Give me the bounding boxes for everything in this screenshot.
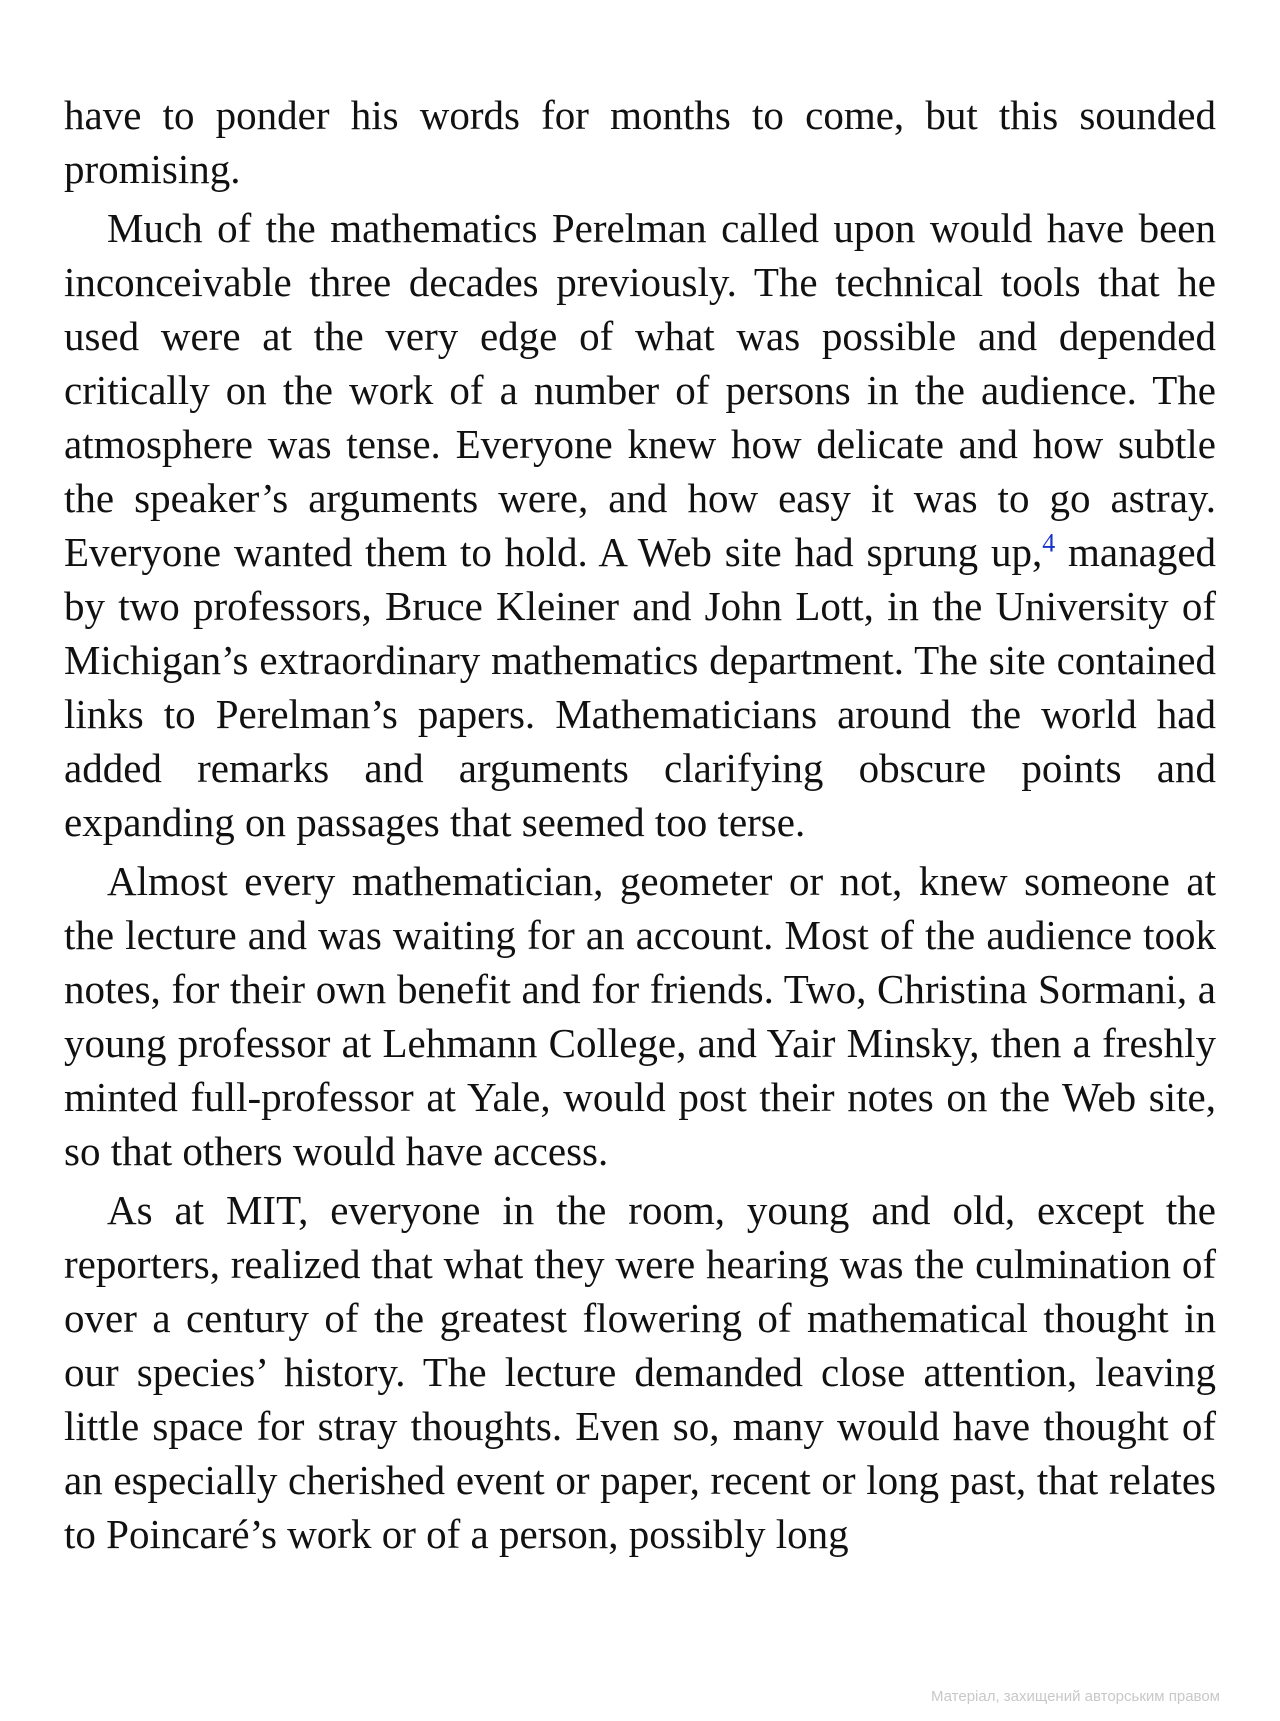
paragraph-1: have to ponder his words for months to come, but this sounded promising. [64,92,1216,192]
paragraph-4: As at MIT, everyone in the room, young and old, except the reporters, realized that what they were hearing was the culmination of over a century of the greatest flowering of mathematical thought in our species’ history. The lecture demanded close attention, leaving little space for stray thoughts. Even so, many would have thought of an especially cherished event or paper, recent or long past, that relates to Poincaré’s work or of a person, possibly long [64,1187,1216,1557]
book-page-body [64,88,1216,1566]
copyright-watermark: Матеріал, захищений авторським правом [930,1688,1220,1705]
paragraph-2-text-before: Much of the mathematics Perelman called upon would have been inconceivable three decades previously. The technical tools that he used were at the very edge of what was possible and depended critically on the work of a number of persons in the audience. The atmosphere was tense. Everyone knew how delicate and how subtle the speaker’s arguments were, and how easy it was to go astray. Everyone wanted them to hold. A Web site had sprung up, [64,205,1216,575]
paragraph-3: Almost every mathematician, geometer or not, knew someone at the lecture and was waiting for an account. Most of the audience took notes, for their own benefit and for friends. Two, Christina Sormani, a young professor at Lehmann College, and Yair Minsky, then a freshly minted full-professor at Yale, would post their notes on the Web site, so that others would have access. [64,858,1216,1174]
paragraph-2-text-after: managed by two professors, Bruce Kleiner and John Lott, in the University of Michigan’s extraordinary mathematics department. The site contained links to Perelman’s papers. Mathematicians around the world had added remarks and arguments clarifying obscure points and expanding on passages that seemed too terse. [64,529,1217,845]
paragraph-2 [64,201,1216,849]
footnote-link-4[interactable]: 4 [1042,528,1056,558]
